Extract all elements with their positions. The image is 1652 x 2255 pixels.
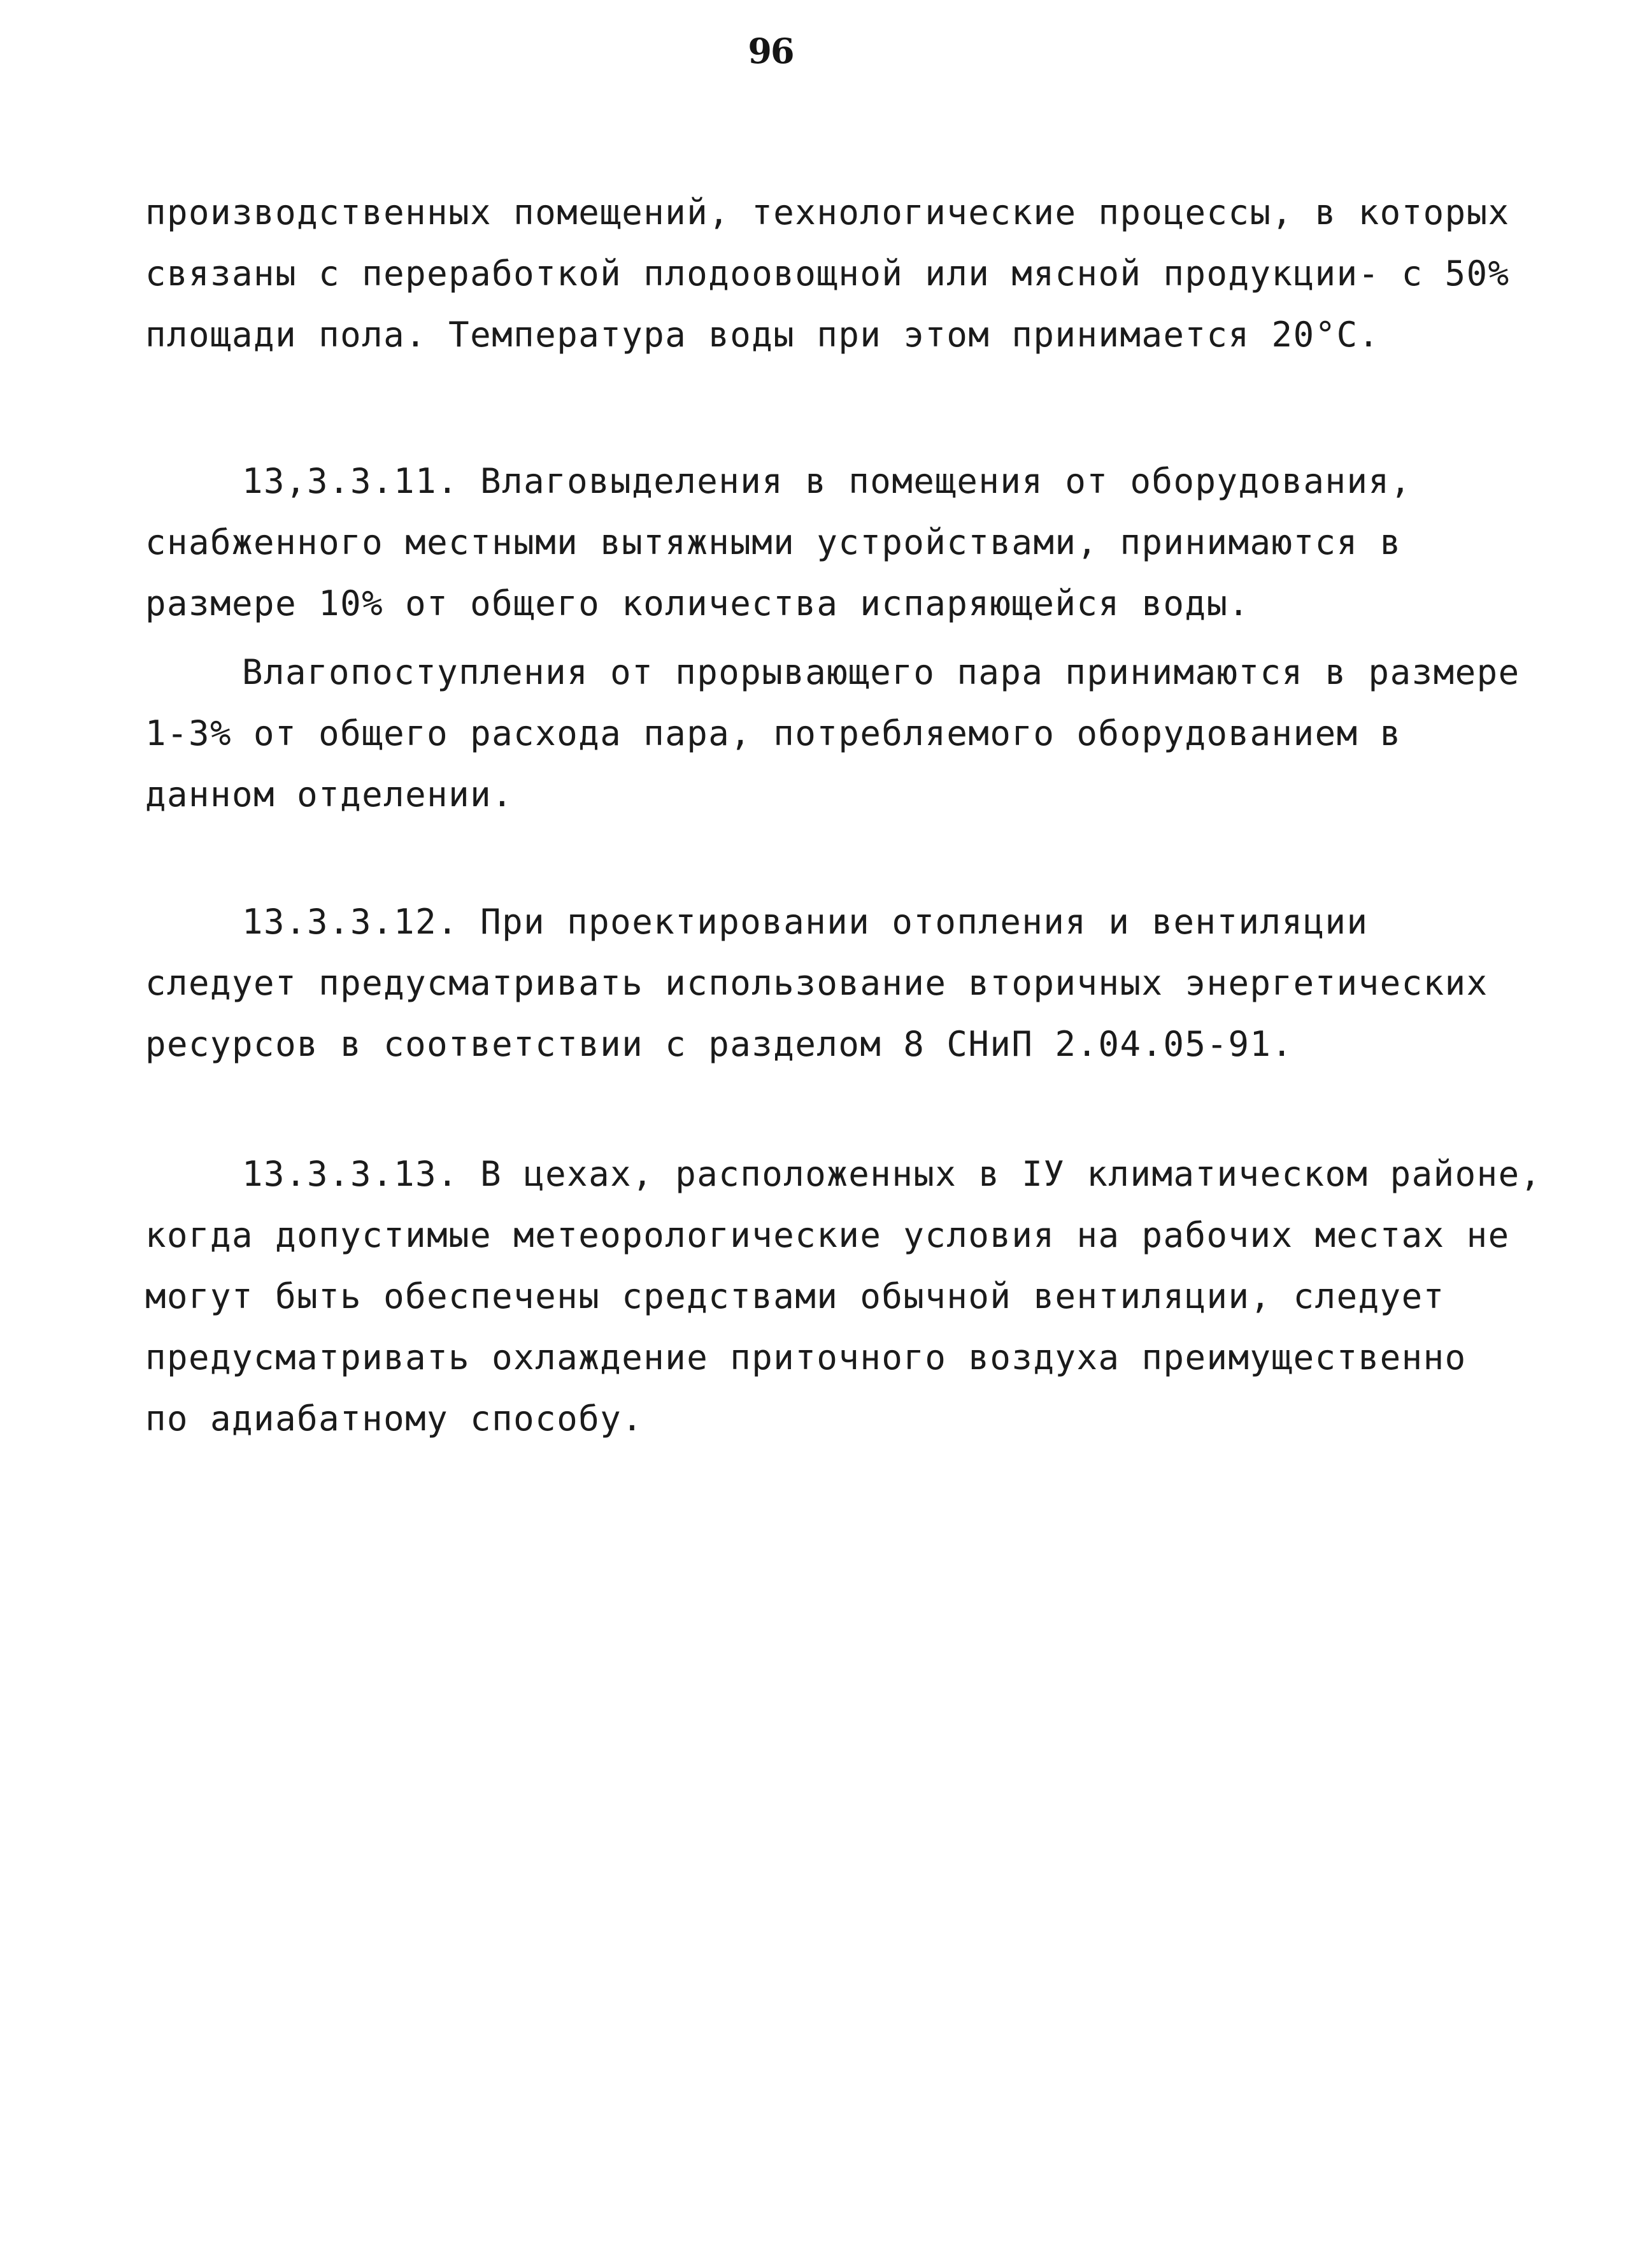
paragraph-line: могут быть обеспечены средствами обычной вентиляции, следует xyxy=(145,1276,1445,1316)
paragraph-line: связаны с переработкой плодоовощной или мясной продукции- с 50% xyxy=(145,253,1510,294)
clause-13-3-3-12 xyxy=(145,892,1488,1075)
paragraph-steam-moisture xyxy=(145,642,1520,825)
paragraph-line: предусматривать охлаждение приточного воздуха преимущественно xyxy=(145,1337,1467,1377)
paragraph-line: площади пола. Температура воды при этом принимается 20°С. xyxy=(145,315,1380,355)
paragraph-line: снабженного местными вытяжными устройствами, принимаются в xyxy=(145,522,1402,562)
paragraph-line: следует предусматривать использование вторичных энергетических xyxy=(145,963,1488,1003)
paragraph-line: ресурсов в соответствии с разделом 8 СНиП 2.04.05-91. xyxy=(145,1024,1293,1064)
page-number: 96 xyxy=(748,31,794,71)
paragraph-line: Влагопоступления от прорывающего пара принимаются в размере xyxy=(242,652,1520,692)
paragraph-line: размере 10% от общего количества испаряющейся воды. xyxy=(145,583,1250,623)
clause-heading-line: 13.3.3.12. При проектировании отопления и вентиляции xyxy=(242,902,1369,942)
paragraph-line: производственных помещений, технологические процессы, в которых xyxy=(145,192,1510,232)
clause-heading-line: 13.3.3.13. В цехах, расположенных в IУ климатическом районе, xyxy=(242,1154,1542,1194)
paragraph-line: по адиабатному способу. xyxy=(145,1398,644,1439)
clause-heading-line: 13,3.3.11. Влаговыделения в помещения от оборудования, xyxy=(242,461,1412,501)
clause-13-3-3-13 xyxy=(145,1144,1542,1449)
clause-13-3-3-11 xyxy=(145,451,1476,634)
paragraph-line: когда допустимые метеорологические условия на рабочих местах не xyxy=(145,1215,1510,1255)
paragraph-continuation xyxy=(145,182,1510,366)
paragraph-line: 1-3% от общего расхода пара, потребляемого оборудованием в xyxy=(145,713,1402,753)
paragraph-line: данном отделении. xyxy=(145,774,514,815)
